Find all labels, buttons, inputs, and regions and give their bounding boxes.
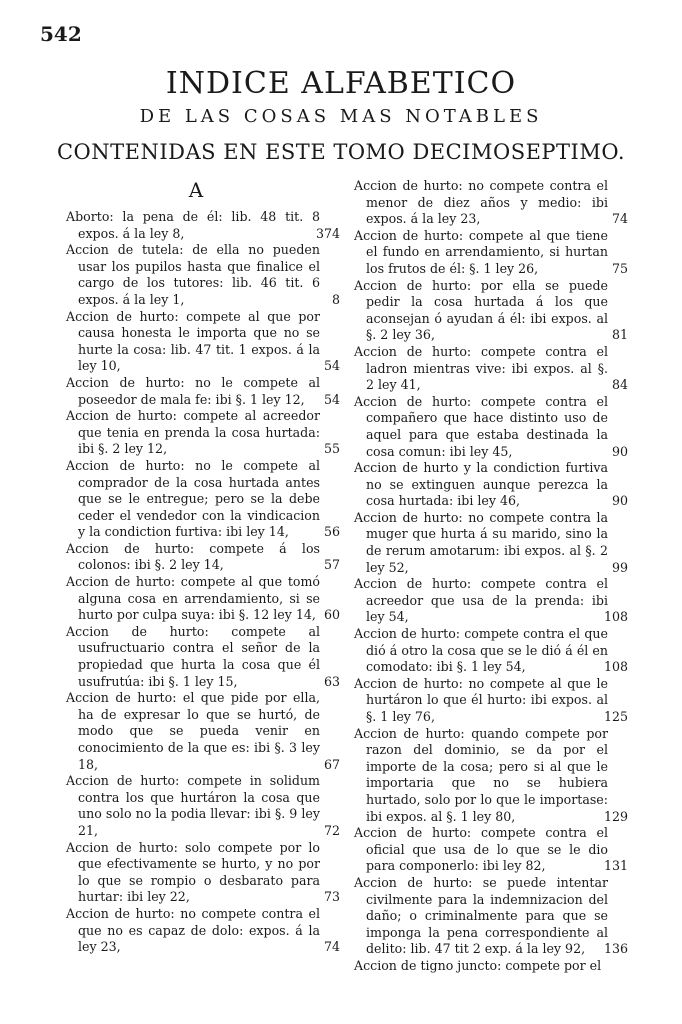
index-title: INDICE ALFABETICO (165, 66, 517, 101)
entry-page: 60 (323, 607, 340, 623)
index-entry (66, 574, 340, 624)
index-entry (354, 576, 628, 626)
index-entry (66, 623, 340, 690)
index-entry (66, 905, 340, 956)
entry-page: 84 (611, 377, 628, 393)
index-entry (66, 209, 340, 242)
entry-text: Accion de hurto: compete á los colonos: ibi §. 2 ley 14, (66, 540, 320, 573)
entry-text: Accion de hurto: no le compete al poseedor de mala fe: ibi §. 1 ley 12, (66, 374, 320, 407)
entry-page: 54 (323, 358, 340, 374)
index-entry (354, 825, 628, 875)
entry-text: Accion de hurto: compete al que tiene el fundo en arrendamiento, si hurtan los frutos de él: §. 1 ley 26, (354, 227, 608, 276)
entry-page: 74 (611, 211, 628, 227)
entry-text: Accion de hurto: compete contra el compañero que hace distinto uso de aquel para que estaba destinada la cosa comun: ibi ley 45, (354, 393, 608, 459)
entry-page: 72 (323, 822, 340, 838)
entry-page: 57 (323, 557, 340, 573)
entry-text: Accion de tutela: de ella no pueden usar los pupilos hasta que finalice el cargo de los tutores: lib. 46 tit. 6 expos. á la ley 1, (66, 242, 320, 307)
entry-page: 81 (611, 327, 628, 343)
entry-page: 131 (603, 858, 628, 874)
index-entry (66, 839, 340, 906)
index-entry (66, 408, 340, 458)
entry-page: 108 (603, 609, 628, 625)
entry-page: 90 (611, 493, 628, 509)
entry-text: Accion de hurto: quando compete por razon del dominio, se da por el importe de la cosa; pero si al que le importaria que no se hubiera hurtado, solo por lo que le importase: ibi expos. al §. 1 ley 80, (354, 725, 608, 824)
entry-page: 374 (315, 225, 340, 241)
entry-page: 74 (323, 939, 340, 955)
index-entry (354, 509, 628, 576)
entry-page: 99 (611, 559, 628, 575)
index-entry (354, 343, 628, 394)
entry-page: 8 (331, 291, 340, 307)
entry-text: Accion de hurto: compete contra el ladron mientras vive: ibi expos. al §. 2 ley 41, (354, 343, 608, 393)
index-entry (66, 242, 340, 308)
entry-page: 125 (603, 709, 628, 724)
index-subtitle: DE LAS COSAS MAS NOTABLES (139, 106, 543, 127)
entry-page: 90 (611, 443, 628, 459)
index-entry (354, 626, 628, 676)
index-entry (66, 374, 340, 408)
index-entry (354, 178, 628, 228)
page-number: 542 (40, 22, 82, 46)
entry-text: Accion de hurto: se puede intentar civilmente para la indemnizacion del daño; o criminalmente para que se imponga la pena correspondiente al delito: lib. 47 tit 2 exp. á la ley 92, (354, 874, 608, 957)
index-entry (66, 457, 340, 541)
entry-text: Accion de hurto: compete contra el que dió á otro la cosa que se le dió á él en comodato: ibi §. 1 ley 54, (354, 626, 608, 675)
index-entry (66, 773, 340, 839)
index-entry (354, 460, 628, 510)
entry-page: 136 (603, 941, 628, 957)
index-entry (66, 690, 340, 773)
entry-page: 75 (611, 260, 628, 276)
index-entry (66, 540, 340, 574)
entry-page: 67 (323, 756, 340, 772)
index-entry (354, 874, 628, 958)
entry-text: Accion de hurto: compete al acreedor que tenia en prenda la cosa hurtada: ibi §. 2 ley 12, (66, 408, 320, 457)
entry-text: Accion de hurto: por ella se puede pedir la cosa hurtada á los que aconsejan ó ayudan á él: ibi expos. al §. 2 ley 36, (354, 277, 608, 343)
entry-page: 73 (323, 889, 340, 905)
entry-text: Accion de hurto: compete al que por causa honesta le importa que no se hurte la cosa: lib. 47 tit. 1 expos. á la ley 10, (66, 308, 320, 374)
entry-text: Accion de hurto: no compete contra la muger que hurta á su marido, sino la de rerum amotarum: ibi expos. al §. 2 ley 52, (354, 509, 608, 575)
index-subtitle-2: CONTENIDAS EN ESTE TOMO DECIMOSEPTIMO. (56, 140, 625, 164)
entry-page: 63 (323, 673, 340, 689)
entry-page: 108 (603, 659, 628, 675)
entry-text: Aborto: la pena de él: lib. 48 tit. 8 expos. á la ley 8, (66, 209, 320, 241)
entry-text: Accion de hurto: compete al que tomó alguna cosa en arrendamiento, si se hurto por culpa suya: ibi §. 12 ley 14, (66, 574, 320, 623)
entry-page: 55 (323, 441, 340, 457)
entry-text: Accion de hurto: compete contra el oficial que usa de lo que se le dio para componerlo: ibi ley 82, (354, 825, 608, 874)
entry-page: 54 (323, 391, 340, 407)
entry-page: 129 (603, 808, 628, 824)
entry-text: Accion de hurto: no le compete al comprador de la cosa hurtada antes que se le entregue; pero se la debe ceder el vendedor con la vindicacion y la condiction furtiva: ibi ley 14, (66, 457, 320, 540)
entry-text: Accion de tigno juncto: compete por el (354, 957, 602, 973)
entry-text: Accion de hurto: no compete contra el que no es capaz de dolo: expos. á la ley 23, (66, 905, 320, 955)
entry-text: Accion de hurto y la condiction furtiva no se extinguen aunque perezca la cosa hurtada: ibi ley 46, (354, 460, 608, 509)
entry-text: Accion de hurto: compete al usufructuario contra el señor de la propiedad que hurta la cosa que él usufrutúa: ibi §. 1 ley 15, (66, 623, 320, 689)
entry-text: Accion de hurto: el que pide por ella, ha de expresar lo que se hurtó, de modo que se pueda venir en conocimiento de la que es: ibi §. 3 ley 18, (66, 690, 320, 772)
entry-text: Accion de hurto: compete contra el acreedor que usa de la prenda: ibi ley 54, (354, 576, 608, 625)
right-column (354, 178, 628, 975)
index-entry (354, 958, 614, 975)
left-column (66, 178, 340, 956)
index-entry (354, 277, 628, 344)
entry-text: Accion de hurto: no compete al que le hurtáron lo que él hurto: ibi expos. al §. 1 ley 76, (354, 675, 608, 724)
entry-text: Accion de hurto: solo compete por lo que efectivamente se hurto, y no por lo que se rompio o desbarato para hurtar: ibi ley 22, (66, 839, 320, 905)
section-letter: A (188, 178, 204, 202)
index-entry (354, 675, 628, 726)
entry-text: Accion de hurto: compete in solidum contra los que hurtáron la cosa que uno solo no la podia llevar: ibi §. 9 ley 21, (66, 773, 320, 838)
index-entry (354, 725, 628, 826)
entry-page: 56 (323, 524, 340, 540)
index-entry (66, 308, 340, 375)
entry-text: Accion de hurto: no compete contra el menor de diez años y medio: ibi expos. á la ley 23, (354, 178, 608, 227)
index-entry (354, 393, 628, 460)
index-entry (354, 227, 628, 278)
